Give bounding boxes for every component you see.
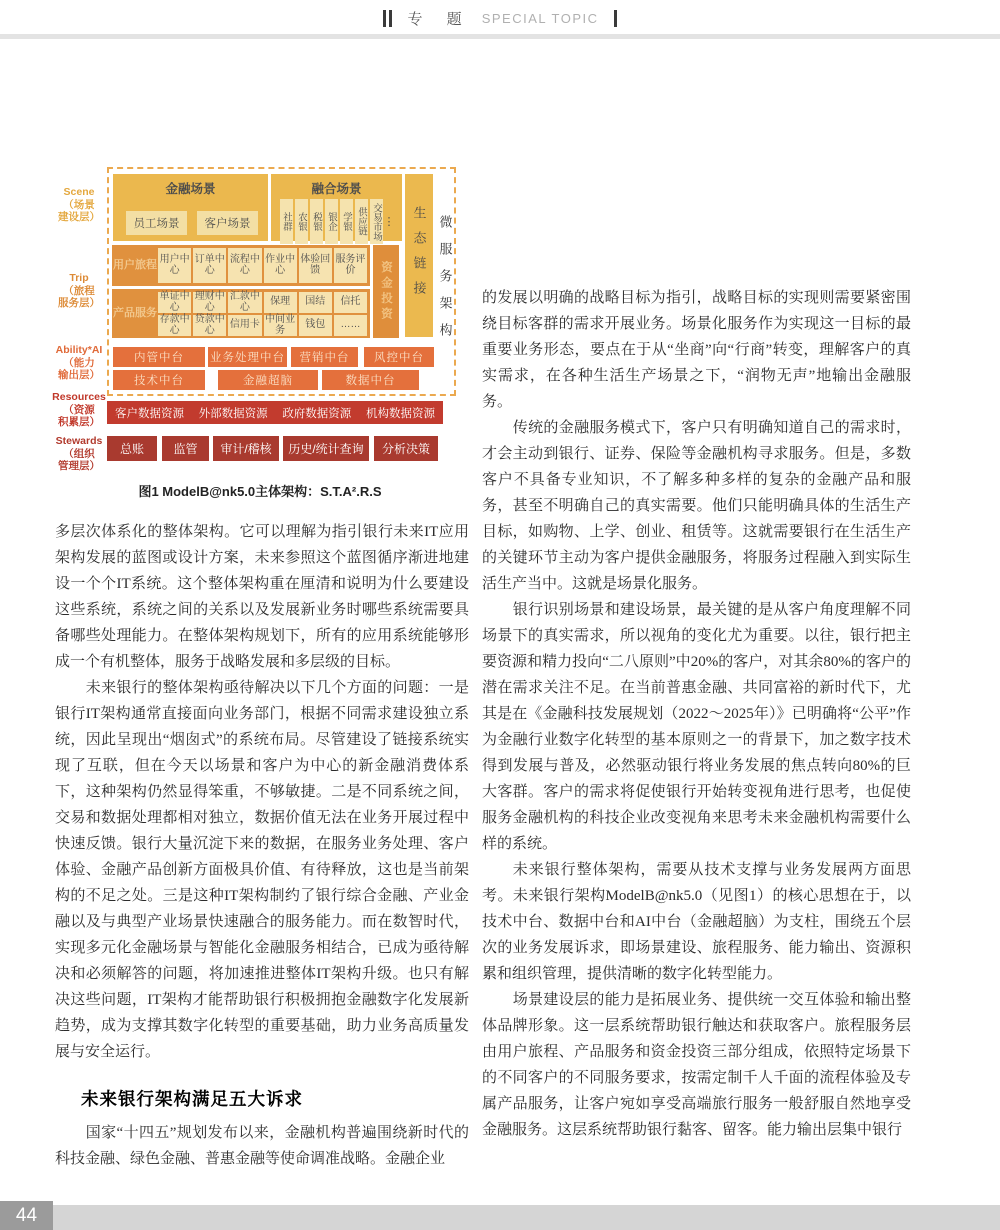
user-journey-row [112, 245, 370, 286]
cell-service-evaluation: 服务评价 [334, 248, 367, 283]
fusion-scene-cells [271, 199, 402, 244]
bar-technology-platform: 技术中台 [113, 370, 205, 390]
right-paragraph-2: 传统的金融服务模式下，客户只有明确知道自己的需求时，才会主动到银行、证券、保险等金融机构寻求服务。但是，多数客户不具备专业知识，不了解多种多样的复杂的金融产品和服务，甚至不明确自己的真实需要。他们只能明确具体的生活生产目标，如购物、上学、创业、租赁等。这就需要银行在生活生产的关键环节主动为客户提供金融服务，将服务过程融入到实际生活生产当中。这就是场景化服务。 [482, 420, 911, 592]
fusion-more-dots: ⋮ [383, 216, 395, 228]
layer-label-stewards-en: Stewards [55, 435, 103, 447]
user-journey-label: 用户旅程 [113, 259, 157, 272]
header-single-bar-icon [614, 10, 617, 27]
page-header [0, 8, 1000, 29]
right-paragraph-1: 的发展以明确的战略目标为指引，战略目标的实现则需要紧密围绕目标客群的需求开展业务。场景化服务作为实现这一目标的最重要业务形态，要点在于从“坐商”向“行商”转变，理解客户的真实需求，在各种生活生产场景之下，“润物无声”地输出金融服务。 [482, 290, 911, 410]
fusion-cell-agribank: 农银 [295, 199, 308, 244]
cell-experience-feedback: 体验回馈 [299, 248, 332, 283]
layer-label-resources [52, 391, 106, 429]
figure-caption: 图1 ModelB@nk5.0主体架构：S.T.A².R.S [138, 484, 382, 499]
header-double-bar-icon [383, 10, 392, 27]
product-service-rows [112, 289, 370, 338]
res-institution-data: 机构数据资源 [365, 407, 435, 420]
bar-finance-superbrain: 金融超脑 [218, 370, 318, 390]
fusion-scene-title: 融合场景 [311, 182, 362, 196]
right-paragraph-4: 未来银行整体架构，需要从技术支撑与业务发展两方面思考。未来银行架构ModelB@nk5.0（见图1）的核心思想在于，以技术中台、数据中台和AI中台（金融超脑）为支柱，围绕五个层次的业务发展诉求，即场景建设、旅程服务、能力输出、资源积累和组织管理，提供清晰的数字化转型能力。 [482, 862, 911, 982]
res-external-data: 外部数据资源 [198, 407, 268, 420]
cell-loan-center: 贷款中心 [194, 314, 225, 336]
cell-process-center: 流程中心 [228, 248, 261, 283]
layer-label-stewards-cn1: （组织 [63, 447, 95, 460]
cell-deposit-center: 存款中心 [159, 314, 190, 336]
fusion-cell-bankenterprise: 银企 [325, 199, 338, 244]
cell-order-center: 订单中心 [193, 248, 226, 283]
section-heading: 未来银行架构满足五大诉求 [81, 1089, 303, 1109]
header-topic-en: SPECIAL TOPIC [481, 11, 599, 26]
fusion-cell-schoolbank: 学银 [340, 199, 353, 244]
steward-analysis-decision: 分析决策 [374, 436, 438, 461]
cell-trust: 信托 [334, 292, 367, 313]
fusion-cell-taxbank: 税银 [310, 199, 323, 244]
left-paragraph-1: 多层次体系化的整体架构。它可以理解为指引银行未来IT应用架构发展的蓝图或设计方案，未来参照这个蓝图循序渐进地建设一个个IT系统。这个整体架构重在厘清和说明为什么要建设这些系统，系统之间的关系以及发展新业务时哪些系统需要具备哪些处理能力。在整体架构规划下，所有的应用系统能够形成一个有机整体，服务于战略发展和多层级的目标。 [55, 524, 469, 670]
cell-wallet: 钱包 [299, 315, 332, 336]
cell-factoring: 保理 [264, 292, 297, 313]
data-resources-bar [107, 401, 443, 424]
fusion-cell-community: 社群 [280, 199, 293, 244]
fusion-cell-supplychain: 供应链 [355, 199, 368, 244]
right-text-column [482, 285, 911, 1143]
customer-scene-cell: 客户场景 [197, 211, 258, 235]
finance-scene-block [113, 174, 268, 241]
left-text-column [55, 519, 469, 1172]
cell-more-ellipsis: …… [334, 315, 367, 336]
layer-label-resources-cn1: （资源 [63, 403, 95, 416]
cell-intermediate-business: 中间业务 [265, 314, 296, 336]
right-paragraph-5: 场景建设层的能力是拓展业务、提供统一交互体验和输出整体品牌形象。这一层系统帮助银行触达和获取客户。旅程服务层由用户旅程、产品服务和资金投资三部分组成，依照特定场景下的不同客户的不同服务要求，按需定制千人千面的流程体验及专属产品服务，让客户宛如享受高端旅行服务一般舒服自然地享受金融服务。这层系统帮助银行黏客、留客。能力输出层集中银行 [482, 992, 911, 1138]
steward-supervision: 监管 [162, 436, 209, 461]
layer-label-scene-cn1: （场景 [63, 198, 95, 211]
header-topic-cn: 专 题 [407, 11, 472, 28]
eco-link-bar: 生态链接 [405, 174, 433, 337]
layer-label-ability-en: Ability*AI [55, 344, 103, 356]
product-service-label: 产品服务 [113, 307, 157, 320]
microservice-architecture-label: 微服务架构 [437, 214, 453, 350]
cell-remittance-center: 汇款中心 [229, 291, 260, 313]
steward-history-query: 历史/统计查询 [283, 436, 369, 461]
layer-label-scene-en: Scene [63, 186, 95, 198]
footer-band [0, 1205, 1000, 1230]
layer-label-scene [52, 186, 106, 224]
employee-scene-cell: 员工场景 [126, 211, 187, 235]
bar-risk-control-platform: 风控中台 [364, 347, 434, 367]
res-government-data: 政府数据资源 [282, 407, 352, 420]
res-customer-data: 客户数据资源 [115, 407, 184, 420]
cell-credit-card: 信用卡 [228, 315, 261, 336]
layer-label-ability-cn2: 输出层） [58, 369, 100, 381]
cell-operation-center: 作业中心 [264, 248, 297, 283]
fusion-scene-block [271, 174, 402, 241]
layer-label-stewards [52, 435, 106, 473]
cell-intl-settlement: 国结 [299, 292, 332, 313]
capital-investment-bar: 资金投资 [373, 245, 399, 338]
cell-wealth-center: 理财中心 [194, 291, 225, 313]
layer-label-trip-en: Trip [69, 272, 89, 284]
left-paragraph-2: 未来银行的整体架构亟待解决以下几个方面的问题：一是银行IT架构通常直接面向业务部门，根据不同需求建设独立系统，因此呈现出“烟囱式”的系统布局。尽管建设了链接系统实现了互联，但在今天以场景和客户为中心的新金融消费体系下，这种架构仍然显得笨重，不够敏捷。二是不同系统之间，交易和数据处理都相对独立，数据价值无法在业务开展过程中快速反馈。银行大量沉淀下来的数据，在服务业务处理、客户体验、金融产品创新方面极具价值、有待释放，这也是当前架构的不足之处。三是这种IT架构制约了银行综合金融、产业金融以及与典型产业场景快速融合的服务能力。而在数智时代，实现多元化金融场景与智能化金融服务相结合，已成为亟待解决和必须解答的问题，将加速推进整体IT架构升级。也只有解决这些问题，IT架构才能帮助银行积极拥抱金融数字化发展新趋势，成为支撑其数字化转型的重要基础，助力业务高质量发展与安全运行。 [55, 680, 469, 1060]
right-paragraph-3: 银行识别场景和建设场景，最关键的是从客户角度理解不同场景下的真实需求，所以视角的变化尤为重要。以往，银行把主要资源和精力投向“二八原则”中20%的客户，对其余80%的客户的潜在需求关注不足。在当前普惠金融、共同富裕的新时代下，尤其是在《金融科技发展规划（2022～2025年）》已明确将“公平”作为金融行业数字化转型的基本原则之一的背景下，加之数字技术得到发展与普及，必然驱动银行将业务发展的焦点转向80%的巨大客群。客户的需求将促使银行开始转变视角进行思考，也促使服务金融机构的科技企业改变视角来思考未来金融机构需要什么样的系统。 [482, 602, 911, 852]
layer-label-resources-cn2: 积累层） [58, 416, 100, 428]
cell-document-center: 单证中心 [159, 291, 190, 313]
fusion-cell-trademarket: 交易市场 [370, 199, 383, 244]
bar-marketing-platform: 营销中台 [291, 347, 358, 367]
figure-modelbank-architecture [52, 165, 464, 472]
layer-label-ability [52, 344, 106, 382]
layer-label-ability-cn1: （能力 [63, 356, 95, 369]
layer-label-trip-cn1: （旅程 [63, 284, 95, 297]
steward-general-ledger: 总账 [107, 436, 157, 461]
layer-label-scene-cn2: 建设层） [58, 211, 100, 223]
header-rule [0, 34, 1000, 39]
bar-business-processing-platform: 业务处理中台 [208, 347, 287, 367]
finance-scene-title: 金融场景 [165, 182, 216, 196]
page-number: 44 [0, 1201, 53, 1230]
left-paragraph-3: 国家“十四五”规划发布以来，金融机构普遍围绕新时代的科技金融、绿色金融、普惠金融等使命调准战略。金融企业 [55, 1125, 469, 1167]
layer-label-trip [52, 272, 106, 310]
layer-label-trip-cn2: 服务层） [58, 297, 100, 309]
bar-internal-mgmt-platform: 内管中台 [113, 347, 205, 367]
steward-audit: 审计/稽核 [213, 436, 279, 461]
cell-user-center: 用户中心 [158, 248, 191, 283]
layer-label-stewards-cn2: 管理层） [58, 460, 100, 472]
bar-data-platform: 数据中台 [322, 370, 419, 390]
layer-label-resources-en: Resources [52, 391, 106, 403]
